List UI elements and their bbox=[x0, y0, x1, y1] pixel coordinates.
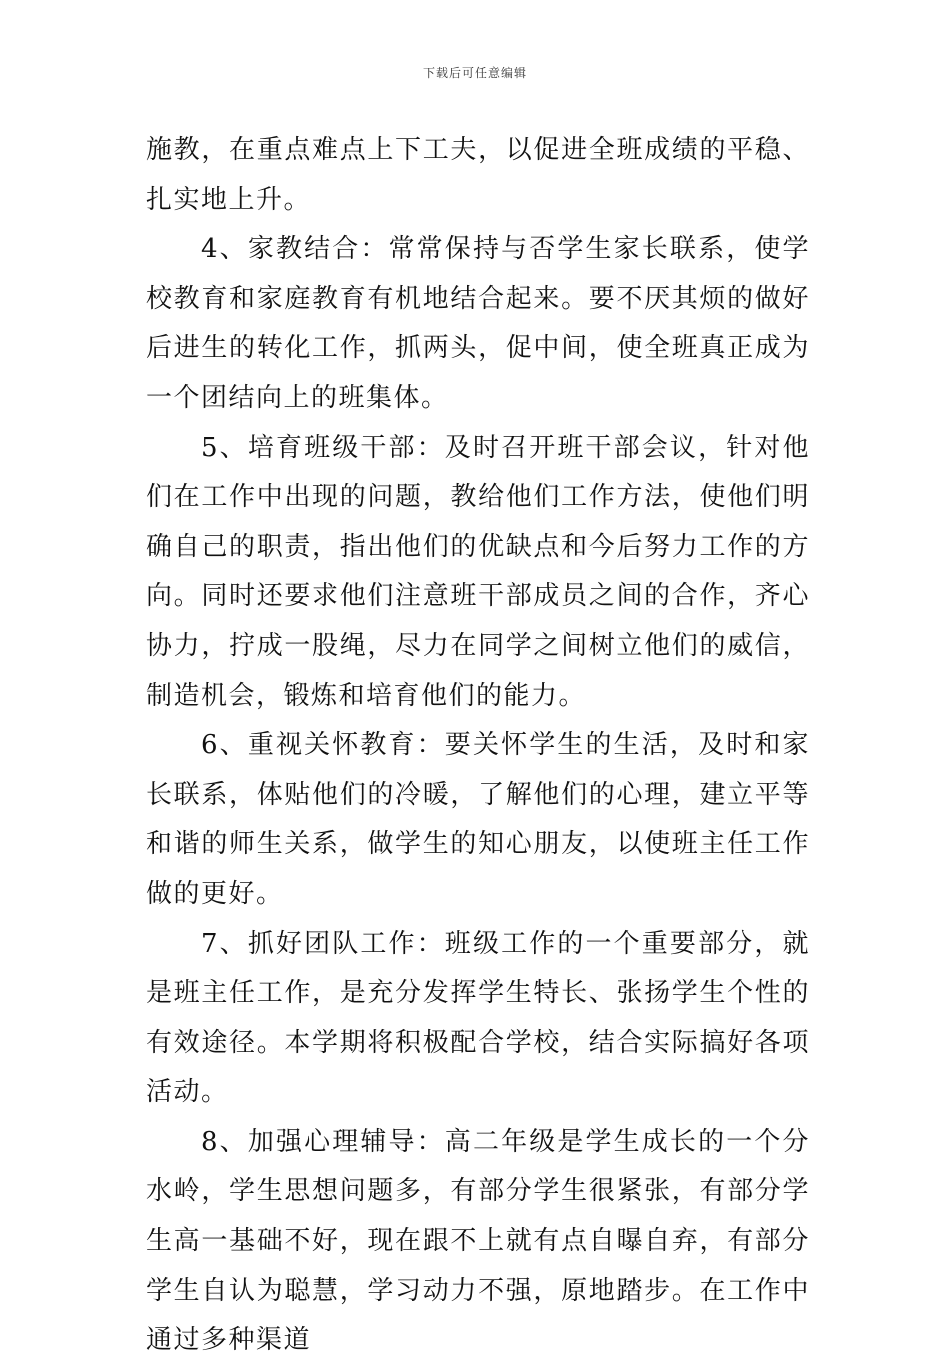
page-header: 下载后可任意编辑 bbox=[422, 66, 527, 80]
paragraph-item-5: 5、培育班级干部：及时召开班干部会议，针对他们在工作中出现的问题，教给他们工作方法，使他们明确自己的职责，指出他们的优缺点和今后努力工作的方向。同时还要求他们注意班干部成员之间的合作，齐心协力，拧成一股绳，尽力在同学之间树立他们的威信，制造机会，锻炼和培育他们的能力。 bbox=[146, 432, 810, 711]
paragraph-continuation: 施教，在重点难点上下工夫，以促进全班成绩的平稳、扎实地上升。 bbox=[146, 135, 810, 215]
document-body bbox=[146, 126, 810, 1366]
paragraph-item-4: 4、家教结合：常常保持与否学生家长联系，使学校教育和家庭教育有机地结合起来。要不厌其烦的做好后进生的转化工作，抓两头，促中间，使全班真正成为一个团结向上的班集体。 bbox=[146, 234, 810, 413]
paragraph-item-6: 6、重视关怀教育：要关怀学生的生活，及时和家长联系，体贴他们的冷暖，了解他们的心理，建立平等和谐的师生关系，做学生的知心朋友，以使班主任工作做的更好。 bbox=[146, 730, 810, 909]
paragraph-item-7: 7、抓好团队工作：班级工作的一个重要部分，就是班主任工作，是充分发挥学生特长、张扬学生个性的有效途径。本学期将积极配合学校，结合实际搞好各项活动。 bbox=[146, 928, 810, 1108]
paragraph-item-8: 8、加强心理辅导：高二年级是学生成长的一个分水岭，学生思想问题多，有部分学生很紧张，有部分学生高一基础不好，现在跟不上就有点自曝自弃，有部分学生自认为聪慧，学习动力不强，原地踏步。在工作中通过多种渠道 bbox=[146, 1126, 810, 1356]
